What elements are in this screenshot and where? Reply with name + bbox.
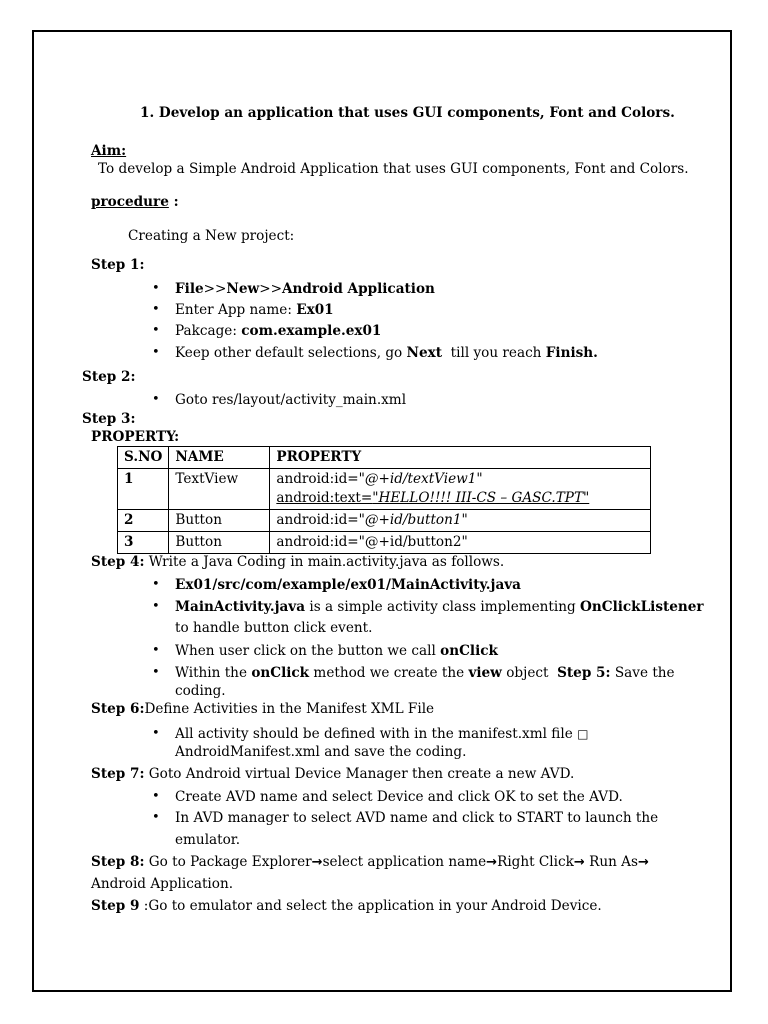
cell-sno: 2 bbox=[118, 510, 169, 532]
property-line bbox=[276, 470, 644, 489]
prop-key: android:text= bbox=[276, 490, 373, 506]
step5-label: Step 5: bbox=[557, 665, 611, 681]
text-post: Save the bbox=[610, 665, 675, 681]
step7-text: Goto Android virtual Device Manager then create a new AVD. bbox=[144, 766, 575, 782]
text-mid: till you reach bbox=[442, 345, 546, 361]
cell-property: android:id="@+id/button2" bbox=[270, 532, 651, 554]
text-next: Next bbox=[406, 345, 443, 361]
cell-property bbox=[270, 469, 651, 510]
procedure-label: procedure bbox=[91, 194, 169, 210]
aim-text: To develop a Simple Android Application that uses GUI components, Font and Colors. bbox=[98, 161, 689, 177]
text-view: view bbox=[468, 665, 502, 681]
procedure-colon: : bbox=[168, 194, 179, 210]
bullet: • bbox=[152, 665, 160, 680]
text-finish: Finish. bbox=[545, 345, 598, 361]
cell-name: Button bbox=[169, 532, 270, 554]
step6-line bbox=[91, 700, 434, 718]
step3-label: Step 3: bbox=[82, 411, 136, 427]
aim-heading: Aim: bbox=[91, 143, 127, 159]
step2-label: Step 2: bbox=[82, 369, 136, 385]
text-part: select application name bbox=[322, 854, 487, 870]
bullet: • bbox=[152, 599, 160, 614]
prop-value: "@+id/button1" bbox=[358, 512, 468, 528]
bullet: • bbox=[152, 810, 160, 825]
arrow-right-icon: → bbox=[311, 855, 323, 870]
step4-bullet-1: Ex01/src/com/example/ex01/MainActivity.java bbox=[175, 577, 521, 593]
step4-bullet-3 bbox=[175, 642, 498, 660]
text-android-application: Android Application bbox=[281, 281, 435, 297]
header-name: NAME bbox=[169, 447, 270, 469]
prop-value: "HELLO!!!! III-CS – GASC.TPT" bbox=[372, 490, 590, 506]
bullet: • bbox=[152, 726, 160, 741]
step6-bullet-1 bbox=[175, 725, 588, 743]
cell-sno: 3 bbox=[118, 532, 169, 554]
text-file: File bbox=[175, 281, 204, 297]
bullet: • bbox=[152, 281, 160, 296]
bullet: • bbox=[152, 345, 160, 360]
table-row bbox=[118, 532, 651, 554]
bullet: • bbox=[152, 392, 160, 407]
step8-line2: Android Application. bbox=[91, 876, 234, 892]
prop-value: "@+id/textView1" bbox=[358, 471, 483, 487]
step1-bullet-4 bbox=[175, 344, 598, 362]
step4-text: Write a Java Coding in main.activity.java as follows. bbox=[144, 554, 505, 570]
text-part: Run As bbox=[584, 854, 638, 870]
text-mid: method we create the bbox=[309, 665, 469, 681]
step1-label: Step 1: bbox=[91, 257, 145, 273]
step6-label: Step 6: bbox=[91, 701, 145, 717]
cell-name: Button bbox=[169, 510, 270, 532]
text-line: All activity should be defined with in the manifest.xml file bbox=[175, 726, 578, 742]
text-package: com.example.ex01 bbox=[241, 323, 382, 339]
table-row bbox=[118, 510, 651, 532]
bullet: • bbox=[152, 302, 160, 317]
procedure-intro: Creating a New project: bbox=[128, 228, 295, 244]
step4-bullet-4-line2: coding. bbox=[175, 683, 226, 699]
prop-key: android:id= bbox=[276, 512, 359, 528]
step9-text: :Go to emulator and select the application in your Android Device. bbox=[139, 898, 602, 914]
procedure-heading bbox=[91, 193, 179, 211]
text-pre: Pakcage: bbox=[175, 323, 242, 339]
step1-bullet-1 bbox=[175, 280, 435, 298]
step4-bullet-2-line2: to handle button click event. bbox=[175, 620, 373, 636]
cell-sno: 1 bbox=[118, 469, 169, 510]
step4-bullet-2 bbox=[175, 598, 704, 616]
arrow-right-icon: → bbox=[573, 855, 585, 870]
prop-key: android:id= bbox=[276, 471, 359, 487]
step2-bullet-1: Goto res/layout/activity_main.xml bbox=[175, 392, 407, 408]
text-new: New bbox=[226, 281, 260, 297]
text-part: Right Click bbox=[497, 854, 574, 870]
step9-line bbox=[91, 897, 602, 915]
box-icon: □ bbox=[577, 727, 589, 741]
cell-name: TextView bbox=[169, 469, 270, 510]
text-app-name: Ex01 bbox=[296, 302, 334, 318]
step4-line bbox=[91, 553, 504, 571]
bullet: • bbox=[152, 643, 160, 658]
property-line bbox=[276, 489, 644, 508]
text-pre: Enter App name: bbox=[175, 302, 297, 318]
step4-bullet-4 bbox=[175, 664, 675, 682]
bullet: • bbox=[152, 323, 160, 338]
step7-bullet-2-line2: emulator. bbox=[175, 832, 241, 848]
text-mid: is a simple activity class implementing bbox=[305, 599, 581, 615]
text-pre: Keep other default selections, go bbox=[175, 345, 407, 361]
text-pre: Within the bbox=[175, 665, 252, 681]
arrow-right-icon: → bbox=[486, 855, 498, 870]
step4-label: Step 4: bbox=[91, 554, 145, 570]
arrow-right-icon: → bbox=[637, 855, 649, 870]
step1-bullet-3 bbox=[175, 322, 381, 340]
step7-label: Step 7: bbox=[91, 766, 145, 782]
text-onclick: onClick bbox=[440, 643, 498, 659]
text-part: Go to Package Explorer bbox=[144, 854, 312, 870]
header-sno: S.NO bbox=[118, 447, 169, 469]
header-property: PROPERTY bbox=[270, 447, 651, 469]
table-row bbox=[118, 469, 651, 510]
text-bold: OnClickListener bbox=[580, 599, 704, 615]
step8-line bbox=[91, 853, 649, 872]
step7-line bbox=[91, 765, 574, 783]
table-header-row bbox=[118, 447, 651, 469]
text-bold: MainActivity.java bbox=[175, 599, 306, 615]
page-title: 1. Develop an application that uses GUI components, Font and Colors. bbox=[140, 105, 675, 121]
property-table bbox=[117, 446, 651, 554]
step6-text: Define Activities in the Manifest XML File bbox=[144, 701, 435, 717]
bullet: • bbox=[152, 577, 160, 592]
text-mid: object bbox=[501, 665, 558, 681]
property-heading: PROPERTY: bbox=[91, 429, 180, 445]
step8-label: Step 8: bbox=[91, 854, 145, 870]
step1-bullet-2 bbox=[175, 301, 334, 319]
text-sep: >> bbox=[203, 281, 227, 297]
step9-label: Step 9 bbox=[91, 898, 140, 914]
bullet: • bbox=[152, 789, 160, 804]
text-sep: >> bbox=[259, 281, 282, 297]
step7-bullet-1: Create AVD name and select Device and click OK to set the AVD. bbox=[175, 789, 623, 805]
text-pre: When user click on the button we call bbox=[175, 643, 441, 659]
text-onclick: onClick bbox=[251, 665, 310, 681]
cell-property bbox=[270, 510, 651, 532]
step6-bullet-1-line2: AndroidManifest.xml and save the coding. bbox=[175, 744, 467, 760]
step7-bullet-2: In AVD manager to select AVD name and click to START to launch the bbox=[175, 810, 659, 826]
